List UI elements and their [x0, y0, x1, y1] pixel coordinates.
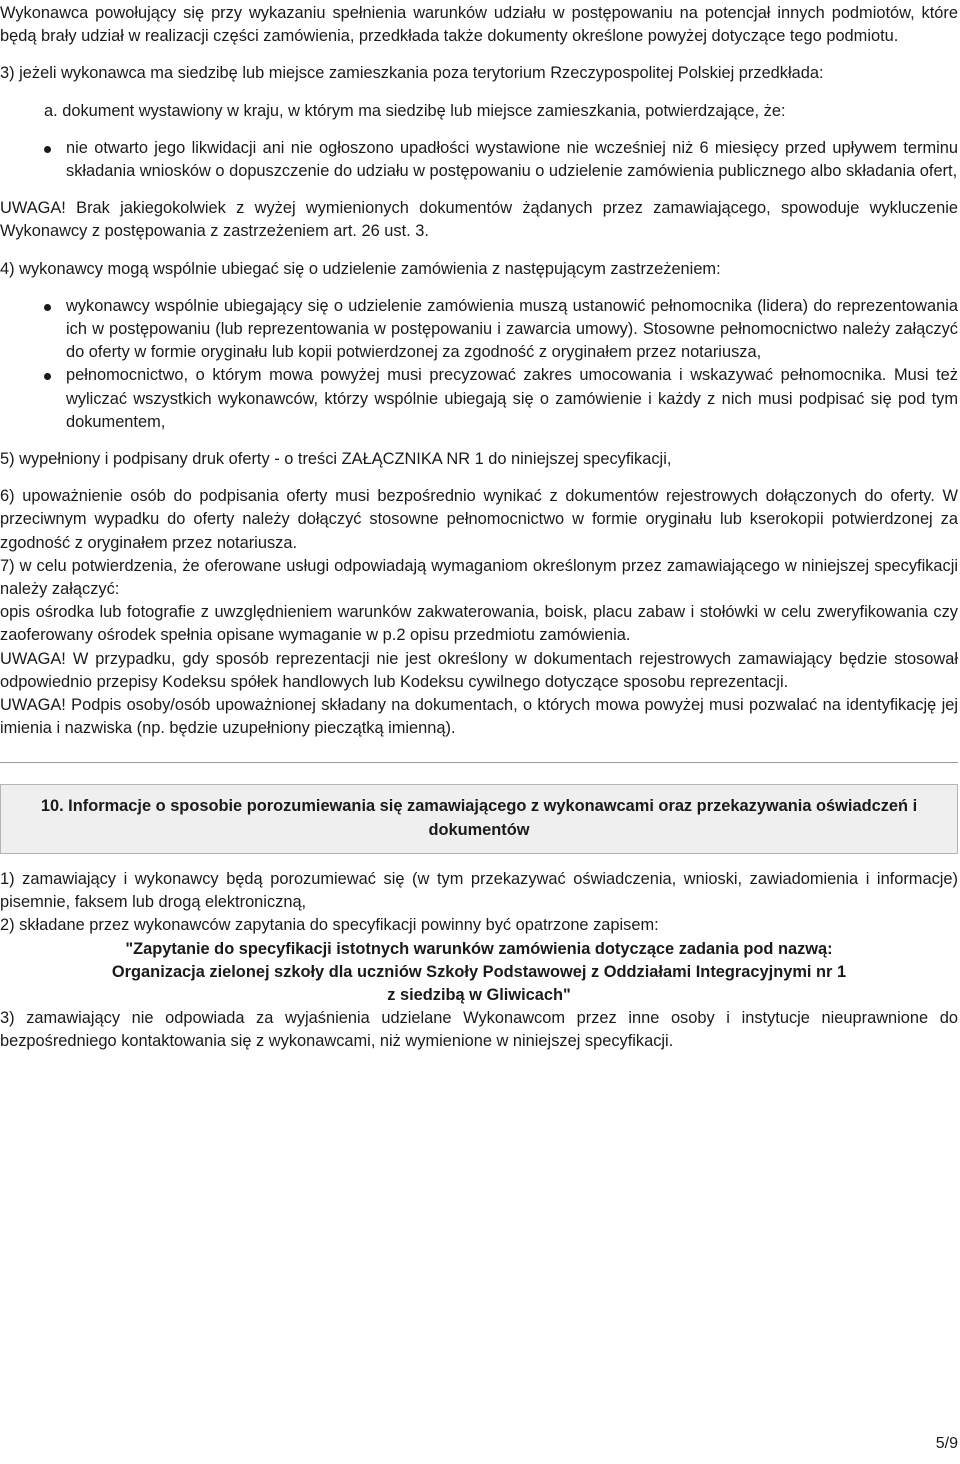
item-4-list [0, 295, 958, 434]
item-4: 4) wykonawcy mogą wspólnie ubiegać się o udzielenie zamówienia z następującym zastrzeżeniem: [0, 259, 721, 278]
item-7-detail: opis ośrodka lub fotografie z uwzględnieniem warunków zakwaterowania, boisk, placu zabaw i stołówki w celu zweryfikowania czy zaoferowany ośrodek spełnia opisane wymaganie w p.2 opisu przedmiotu zamówienia. [0, 603, 958, 645]
section-divider [0, 762, 958, 763]
document-page [0, 2, 958, 1054]
item-5: 5) wypełniony i podpisany druk oferty - o treści ZAŁĄCZNIKA NR 1 do niniejszej specyfikacji, [0, 450, 672, 469]
warning-note-3: UWAGA! Podpis osoby/osób upoważnionej składany na dokumentach, o których mowa powyżej musi pozwalać na identyfikację jej imienia i nazwiska (np. będzie uzupełniony pieczątką imienną). [0, 696, 958, 738]
item-3a: a. dokument wystawiony w kraju, w którym ma siedzibę lub miejsce zamieszkania, potwierdzające, że: [44, 101, 786, 120]
item-7: 7) w celu potwierdzenia, że oferowane usługi odpowiadają wymaganiom określonym przez zamawiającego w niniejszej specyfikacji należy załączyć: [0, 556, 958, 599]
warning-note-2: UWAGA! W przypadku, gdy sposób reprezentacji nie jest określony w dokumentach rejestrowych zamawiający będzie stosował odpowiednio przepisy Kodeksu spółek handlowych lub Kodeksu cywilnego dotyczące sposobu reprezentacji. [0, 649, 958, 691]
inquiry-quote-line-2: Organizacja zielonej szkoły dla uczniów Szkoły Podstawowej z Oddziałami Integracyjnymi nr 1 [111, 962, 847, 981]
list-item: pełnomocnictwo, o którym mowa powyżej musi precyzować zakres umocowania i wskazywać pełnomocnika. Musi też wyliczać wszystkich wykonawców, którzy wspólnie ubiegają się o zamówienie i każdy z nich musi podpisać się pod tym dokumentem, [0, 364, 958, 434]
page-number: 5/9 [935, 1434, 958, 1452]
inquiry-quote-line-3: z siedzibą w Gliwicach" [387, 985, 571, 1004]
item-3: 3) jeżeli wykonawca ma siedzibę lub miejsce zamieszkania poza terytorium Rzeczypospolitej Polskiej przedkłada: [0, 64, 824, 83]
item-3a-list [0, 137, 958, 183]
section-10-heading: 10. Informacje o sposobie porozumiewania się zamawiającego z wykonawcami oraz przekazywania oświadczeń i dokumentów [0, 784, 958, 853]
list-item: nie otwarto jego likwidacji ani nie ogłoszono upadłości wystawione nie wcześniej niż 6 miesięcy przed upływem terminu składania wniosków o dopuszczenie do udziału w postępowaniu o udzielenie zamówienia publicznego albo składania ofert, [0, 137, 958, 183]
section-10-item-1: 1) zamawiający i wykonawcy będą porozumiewać się (w tym przekazywać oświadczenia, wnioski, zawiadomienia i informacje) pisemnie, faksem lub drogą elektroniczną, [0, 869, 958, 912]
list-item: wykonawcy wspólnie ubiegający się o udzielenie zamówienia muszą ustanowić pełnomocnika (lidera) do reprezentowania ich w postępowaniu (lub reprezentowania w postępowaniu i zawarcia umowy). Stosowne pełnomocnictwo należy załączyć do oferty w formie oryginału lub kopii potwierdzonej za zgodność z oryginałem przez notariusza, [0, 295, 958, 365]
section-10-item-2: 2) składane przez wykonawców zapytania do specyfikacji powinny być opatrzone zapisem: [0, 916, 659, 935]
inquiry-quote-line-1: "Zapytanie do specyfikacji istotnych warunków zamówienia dotyczące zadania pod nazwą: [125, 939, 833, 958]
intro-paragraph: Wykonawca powołujący się przy wykazaniu spełnienia warunków udziału w postępowaniu na potencjał innych podmiotów, które będą brały udział w realizacji części zamówienia, przedkłada także dokumenty określone powyżej dotyczące tego podmiotu. [0, 4, 958, 46]
section-10-item-3: 3) zamawiający nie odpowiada za wyjaśnienia udzielane Wykonawcom przez inne osoby i instytucje nieuprawnione do bezpośredniego kontaktowania się z wykonawcami, niż wymienione w niniejszej specyfikacji. [0, 1009, 958, 1051]
item-6: 6) upoważnienie osób do podpisania oferty musi bezpośrednio wynikać z dokumentów rejestrowych dołączonych do oferty. W przeciwnym wypadku do oferty należy dołączyć stosowne pełnomocnictwo w formie oryginału lub kserokopii potwierdzonej za zgodność z oryginałem przez notariusza. [0, 487, 958, 552]
warning-note-1: UWAGA! Brak jakiegokolwiek z wyżej wymienionych dokumentów żądanych przez zamawiającego, spowoduje wykluczenie Wykonawcy z postępowania z zastrzeżeniem art. 26 ust. 3. [0, 199, 958, 241]
